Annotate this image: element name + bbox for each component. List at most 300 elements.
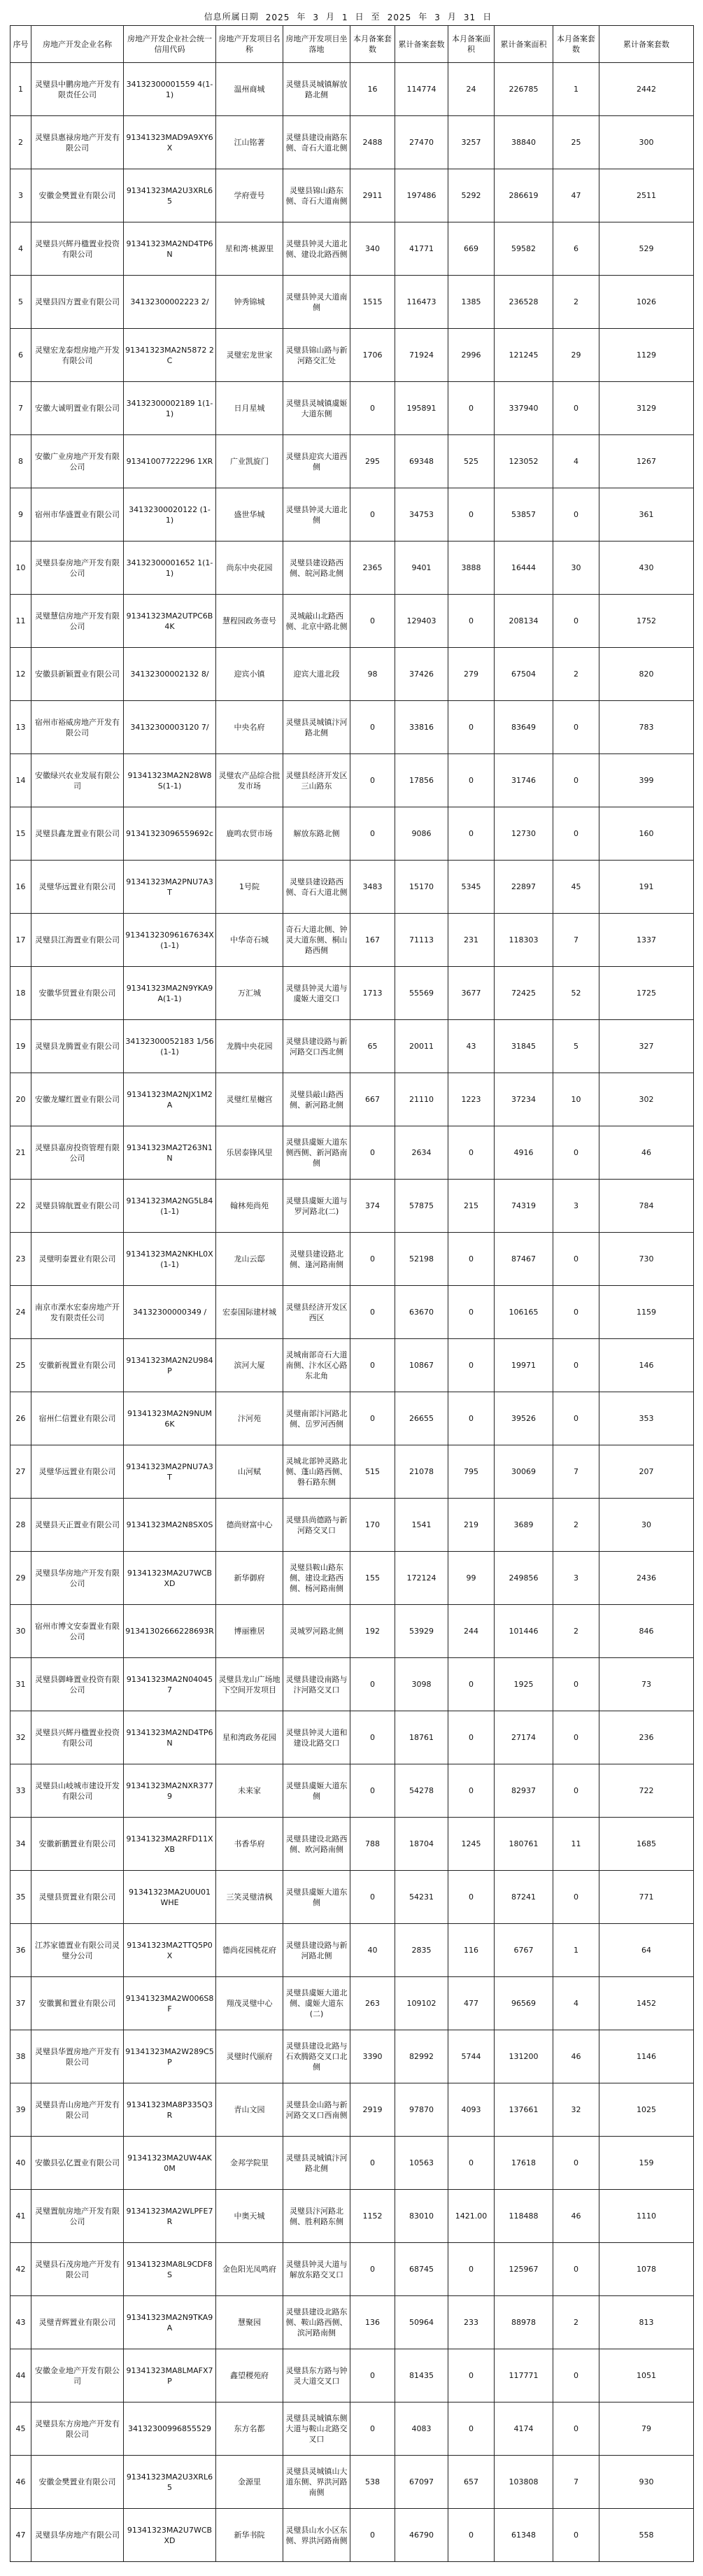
credit-code-cell: 91341323MA8P335Q3R bbox=[124, 2083, 216, 2137]
total-count-cell: 159 bbox=[599, 2137, 694, 2190]
total-units-cell: 83010 bbox=[395, 2190, 448, 2243]
total-units-cell: 81435 bbox=[395, 2349, 448, 2402]
header-project: 房地产开发项目名称 bbox=[216, 26, 283, 63]
total-units-cell: 71924 bbox=[395, 329, 448, 382]
total-count-cell: 1267 bbox=[599, 435, 694, 488]
project-location-cell: 灵璧县虞姬大道东侧西侧、新河路南侧 bbox=[283, 1126, 350, 1180]
project-location-cell: 灵璧县建设南路东侧、奇石大道北侧 bbox=[283, 116, 350, 169]
project-name-cell: 滨河大厦 bbox=[216, 1339, 283, 1392]
credit-code-cell: 91341323MA2PNU7A3T bbox=[124, 1445, 216, 1499]
month-units-cell: 1713 bbox=[350, 967, 395, 1020]
total-area-cell: 131200 bbox=[495, 2030, 553, 2083]
month-units-cell: 0 bbox=[350, 1871, 395, 1924]
period-start-month: 3 bbox=[313, 13, 319, 22]
table-row bbox=[10, 1764, 694, 1818]
month-units-cell: 2488 bbox=[350, 116, 395, 169]
project-name-cell: 温州商城 bbox=[216, 63, 283, 116]
header-month-units: 本月备案套数 bbox=[350, 26, 395, 63]
project-name-cell: 金源里 bbox=[216, 2456, 283, 2509]
month-area-cell: 99 bbox=[448, 1552, 495, 1605]
row-index-cell: 39 bbox=[10, 2083, 31, 2137]
total-units-cell: 1541 bbox=[395, 1499, 448, 1552]
credit-code-cell: 91341323MA2T263N1N bbox=[124, 1126, 216, 1180]
project-location-cell: 灵璧县建设南路与汴河路交叉口 bbox=[283, 1658, 350, 1711]
company-name-cell: 江苏家德置业有限公司灵璧分公司 bbox=[31, 1924, 124, 1977]
project-location-cell: 灵璧县迎宾大道西侧 bbox=[283, 435, 350, 488]
month-units-cell: 0 bbox=[350, 2509, 395, 2562]
credit-code-cell: 91341323MA2U7WCB XD bbox=[124, 2509, 216, 2562]
total-count-cell: 430 bbox=[599, 542, 694, 595]
month-area-cell: 43 bbox=[448, 1020, 495, 1073]
row-index-cell: 1 bbox=[10, 63, 31, 116]
month-count-cell: 3 bbox=[553, 1180, 599, 1233]
project-name-cell: 东方名都 bbox=[216, 2402, 283, 2456]
company-name-cell: 灵璧县泰房地产开发有限公司 bbox=[31, 542, 124, 595]
month-units-cell: 2911 bbox=[350, 169, 395, 222]
project-location-cell: 灵璧县灵城镇山大道东侧、界洪河路南侧 bbox=[283, 2456, 350, 2509]
month-units-cell: 136 bbox=[350, 2296, 395, 2349]
project-location-cell: 灵璧县灵城镇虞姬大道东侧 bbox=[283, 382, 350, 435]
month-count-cell: 10 bbox=[553, 1073, 599, 1126]
month-count-cell: 0 bbox=[553, 2349, 599, 2402]
company-name-cell: 灵璧县兴辉丹楹置业投资有限公司 bbox=[31, 1711, 124, 1764]
month-units-cell: 2365 bbox=[350, 542, 395, 595]
table-row bbox=[10, 542, 694, 595]
total-count-cell: 73 bbox=[599, 1658, 694, 1711]
project-location-cell: 灵璧县建设路西侧、皖河路北侧 bbox=[283, 542, 350, 595]
total-units-cell: 69348 bbox=[395, 435, 448, 488]
month-count-cell: 0 bbox=[553, 754, 599, 807]
company-name-cell: 灵璧县华房地产开发有限公司 bbox=[31, 1552, 124, 1605]
month-count-cell: 25 bbox=[553, 116, 599, 169]
project-location-cell: 灵璧县锦山路东侧、奇石大道南侧 bbox=[283, 169, 350, 222]
project-name-cell: 未来家 bbox=[216, 1764, 283, 1818]
row-index-cell: 46 bbox=[10, 2456, 31, 2509]
total-units-cell: 9086 bbox=[395, 807, 448, 861]
table-row bbox=[10, 63, 694, 116]
month-area-cell: 0 bbox=[448, 1233, 495, 1286]
total-area-cell: 96569 bbox=[495, 1977, 553, 2030]
month-area-cell: 2996 bbox=[448, 329, 495, 382]
table-row bbox=[10, 2083, 694, 2137]
total-count-cell: 30 bbox=[599, 1499, 694, 1552]
row-index-cell: 17 bbox=[10, 914, 31, 967]
project-name-cell: 星和湾政务花园 bbox=[216, 1711, 283, 1764]
month-area-cell: 279 bbox=[448, 648, 495, 701]
month-area-cell: 0 bbox=[448, 595, 495, 648]
row-index-cell: 16 bbox=[10, 861, 31, 914]
table-header-row bbox=[10, 26, 694, 63]
project-location-cell: 灵璧县虞姬大道北侧、虞姬大道东(二) bbox=[283, 1977, 350, 2030]
month-units-cell: 374 bbox=[350, 1180, 395, 1233]
credit-code-cell: 91341323MA2N9NUM6K bbox=[124, 1392, 216, 1445]
total-count-cell: 1685 bbox=[599, 1818, 694, 1871]
credit-code-cell: 91341323MA2U3XRL65 bbox=[124, 2456, 216, 2509]
month-area-cell: 0 bbox=[448, 2137, 495, 2190]
total-units-cell: 37426 bbox=[395, 648, 448, 701]
month-area-cell: 0 bbox=[448, 1711, 495, 1764]
row-index-cell: 14 bbox=[10, 754, 31, 807]
month-count-cell: 0 bbox=[553, 807, 599, 861]
period-end-year: 2025 bbox=[387, 13, 412, 22]
month-count-cell: 7 bbox=[553, 2456, 599, 2509]
month-area-cell: 219 bbox=[448, 1499, 495, 1552]
total-area-cell: 67504 bbox=[495, 648, 553, 701]
company-name-cell: 安徽华贸置业有限公司 bbox=[31, 967, 124, 1020]
total-count-cell: 302 bbox=[599, 1073, 694, 1126]
total-units-cell: 172124 bbox=[395, 1552, 448, 1605]
table-row bbox=[10, 807, 694, 861]
month-area-cell: 0 bbox=[448, 488, 495, 542]
total-units-cell: 9401 bbox=[395, 542, 448, 595]
total-area-cell: 103808 bbox=[495, 2456, 553, 2509]
total-area-cell: 118488 bbox=[495, 2190, 553, 2243]
table-row bbox=[10, 2402, 694, 2456]
total-count-cell: 1752 bbox=[599, 595, 694, 648]
company-name-cell: 灵璧县贾置业有限公司 bbox=[31, 1871, 124, 1924]
project-location-cell: 灵璧县建设路北侧、逢河路南侧 bbox=[283, 1233, 350, 1286]
credit-code-cell: 91341323MA2N5872 2C bbox=[124, 329, 216, 382]
month-units-cell: 538 bbox=[350, 2456, 395, 2509]
company-name-cell: 灵璧华远置业有限公司 bbox=[31, 1445, 124, 1499]
total-count-cell: 207 bbox=[599, 1445, 694, 1499]
row-index-cell: 8 bbox=[10, 435, 31, 488]
header-total-units: 累计备案套数 bbox=[395, 26, 448, 63]
credit-code-cell: 91341323096167634X(1-1) bbox=[124, 914, 216, 967]
project-location-cell: 灵璧县钟灵大道和建设北路交口 bbox=[283, 1711, 350, 1764]
company-name-cell: 灵璧县中鹏房地产开发有限责任公司 bbox=[31, 63, 124, 116]
company-name-cell: 宿州市华盛置业有限公司 bbox=[31, 488, 124, 542]
total-units-cell: 82992 bbox=[395, 2030, 448, 2083]
total-area-cell: 59582 bbox=[495, 222, 553, 276]
header-credit-code: 房地产开发企业社会统一信用代码 bbox=[124, 26, 216, 63]
total-area-cell: 82937 bbox=[495, 1764, 553, 1818]
month-units-cell: 0 bbox=[350, 595, 395, 648]
credit-code-cell: 91341323MA2NKHL0X(1-1) bbox=[124, 1233, 216, 1286]
month-units-cell: 0 bbox=[350, 1339, 395, 1392]
table-body bbox=[10, 63, 694, 2562]
total-count-cell: 722 bbox=[599, 1764, 694, 1818]
row-index-cell: 2 bbox=[10, 116, 31, 169]
total-count-cell: 1146 bbox=[599, 2030, 694, 2083]
table-row bbox=[10, 754, 694, 807]
total-units-cell: 20011 bbox=[395, 1020, 448, 1073]
total-count-cell: 1337 bbox=[599, 914, 694, 967]
row-index-cell: 44 bbox=[10, 2349, 31, 2402]
company-name-cell: 灵璧县华房地产有限公司 bbox=[31, 2509, 124, 2562]
project-name-cell: 宏泰国际建材城 bbox=[216, 1286, 283, 1339]
project-location-cell: 灵璧县锦山路与新河路交汇处 bbox=[283, 329, 350, 382]
month-units-cell: 0 bbox=[350, 754, 395, 807]
total-area-cell: 74319 bbox=[495, 1180, 553, 1233]
total-area-cell: 1925 bbox=[495, 1658, 553, 1711]
project-location-cell: 灵璧县建设北路与石欢腾路交叉口北侧 bbox=[283, 2030, 350, 2083]
period-ri2: 日 bbox=[483, 12, 492, 22]
project-location-cell: 奇石大道北侧、钟灵大道东侧、桐山路西侧 bbox=[283, 914, 350, 967]
credit-code-cell: 91341323MA8L9CDF8S bbox=[124, 2243, 216, 2296]
month-units-cell: 0 bbox=[350, 807, 395, 861]
month-units-cell: 0 bbox=[350, 701, 395, 754]
project-name-cell: 日月星城 bbox=[216, 382, 283, 435]
total-area-cell: 72425 bbox=[495, 967, 553, 1020]
project-location-cell: 灵璧县建设北路东侧、鞍山路西侧、滨河路南侧 bbox=[283, 2296, 350, 2349]
month-units-cell: 0 bbox=[350, 1233, 395, 1286]
total-count-cell: 820 bbox=[599, 648, 694, 701]
month-area-cell: 233 bbox=[448, 2296, 495, 2349]
project-name-cell: 钟秀锦城 bbox=[216, 276, 283, 329]
header-month-area: 本月备案面积 bbox=[448, 26, 495, 63]
company-name-cell: 灵璧县江海置业有限公司 bbox=[31, 914, 124, 967]
month-area-cell: 0 bbox=[448, 754, 495, 807]
header-total-area: 累计备案面积 bbox=[495, 26, 553, 63]
company-name-cell: 宿州市裕威房地产开发有限公司 bbox=[31, 701, 124, 754]
total-count-cell: 1110 bbox=[599, 2190, 694, 2243]
total-units-cell: 18761 bbox=[395, 1711, 448, 1764]
table-row bbox=[10, 1871, 694, 1924]
table-row bbox=[10, 1499, 694, 1552]
month-area-cell: 215 bbox=[448, 1180, 495, 1233]
month-count-cell: 4 bbox=[553, 435, 599, 488]
table-row bbox=[10, 861, 694, 914]
month-count-cell: 46 bbox=[553, 2190, 599, 2243]
total-count-cell: 300 bbox=[599, 116, 694, 169]
row-index-cell: 5 bbox=[10, 276, 31, 329]
credit-code-cell: 91341323MA2U0U01WHE bbox=[124, 1871, 216, 1924]
company-name-cell: 安徽金樊置业有限公司 bbox=[31, 2456, 124, 2509]
table-row bbox=[10, 435, 694, 488]
month-units-cell: 0 bbox=[350, 1286, 395, 1339]
total-count-cell: 160 bbox=[599, 807, 694, 861]
credit-code-cell: 91341302666228693R bbox=[124, 1605, 216, 1658]
company-name-cell: 灵璧县御峰置业投资有限公司 bbox=[31, 1658, 124, 1711]
project-name-cell: 学府壹号 bbox=[216, 169, 283, 222]
table-row bbox=[10, 1233, 694, 1286]
total-count-cell: 1078 bbox=[599, 2243, 694, 2296]
total-units-cell: 195891 bbox=[395, 382, 448, 435]
month-count-cell: 0 bbox=[553, 2509, 599, 2562]
table-row bbox=[10, 382, 694, 435]
table-row bbox=[10, 2030, 694, 2083]
total-count-cell: 1129 bbox=[599, 329, 694, 382]
total-units-cell: 26655 bbox=[395, 1392, 448, 1445]
row-index-cell: 6 bbox=[10, 329, 31, 382]
month-area-cell: 3257 bbox=[448, 116, 495, 169]
table-row bbox=[10, 1286, 694, 1339]
row-index-cell: 24 bbox=[10, 1286, 31, 1339]
month-area-cell: 0 bbox=[448, 1286, 495, 1339]
total-area-cell: 83649 bbox=[495, 701, 553, 754]
project-name-cell: 慧聚园 bbox=[216, 2296, 283, 2349]
credit-code-cell: 91341323MA2N040457 bbox=[124, 1658, 216, 1711]
company-name-cell: 灵璧县龙腾置业有限公司 bbox=[31, 1020, 124, 1073]
project-name-cell: 盛世华城 bbox=[216, 488, 283, 542]
company-name-cell: 灵璧县鑫龙置业有限公司 bbox=[31, 807, 124, 861]
row-index-cell: 28 bbox=[10, 1499, 31, 1552]
total-area-cell: 208134 bbox=[495, 595, 553, 648]
total-units-cell: 2634 bbox=[395, 1126, 448, 1180]
project-name-cell: 灵璧时代颐府 bbox=[216, 2030, 283, 2083]
total-area-cell: 236528 bbox=[495, 276, 553, 329]
month-area-cell: 24 bbox=[448, 63, 495, 116]
month-area-cell: 525 bbox=[448, 435, 495, 488]
month-area-cell: 0 bbox=[448, 1392, 495, 1445]
company-name-cell: 灵璧宏龙泰煜房地产开发有限公司 bbox=[31, 329, 124, 382]
month-units-cell: 667 bbox=[350, 1073, 395, 1126]
period-label: 信息所属日期 bbox=[204, 12, 259, 22]
company-name-cell: 灵璧县嘉房投资管理有限公司 bbox=[31, 1126, 124, 1180]
company-name-cell: 灵璧华远置业有限公司 bbox=[31, 861, 124, 914]
total-units-cell: 17856 bbox=[395, 754, 448, 807]
table-row bbox=[10, 488, 694, 542]
project-name-cell: 翔茂灵璧中心 bbox=[216, 1977, 283, 2030]
total-area-cell: 27174 bbox=[495, 1711, 553, 1764]
table-row bbox=[10, 1711, 694, 1764]
project-location-cell: 灵璧县钟灵大道南侧 bbox=[283, 276, 350, 329]
total-area-cell: 53857 bbox=[495, 488, 553, 542]
project-location-cell: 灵璧县灵城镇东侧大道与鞍山北路交叉口 bbox=[283, 2402, 350, 2456]
month-units-cell: 263 bbox=[350, 1977, 395, 2030]
total-count-cell: 46 bbox=[599, 1126, 694, 1180]
credit-code-cell: 34132300002189 1(1-1) bbox=[124, 382, 216, 435]
credit-code-cell: 91341323MA2WLPFE7R bbox=[124, 2190, 216, 2243]
project-location-cell: 灵璧县山水小区东侧、界洪河路南侧 bbox=[283, 2509, 350, 2562]
month-count-cell: 2 bbox=[553, 1499, 599, 1552]
company-name-cell: 宿州仁信置业有限公司 bbox=[31, 1392, 124, 1445]
project-location-cell: 灵璧县东方路与钟灵大道交叉口 bbox=[283, 2349, 350, 2402]
row-index-cell: 13 bbox=[10, 701, 31, 754]
total-count-cell: 1025 bbox=[599, 2083, 694, 2137]
credit-code-cell: 91341323MA2N9TKA9A bbox=[124, 2296, 216, 2349]
month-count-cell: 0 bbox=[553, 1658, 599, 1711]
month-area-cell: 657 bbox=[448, 2456, 495, 2509]
row-index-cell: 3 bbox=[10, 169, 31, 222]
month-count-cell: 1 bbox=[553, 63, 599, 116]
table-row bbox=[10, 648, 694, 701]
month-count-cell: 7 bbox=[553, 1445, 599, 1499]
project-name-cell: 星和湾·桃源里 bbox=[216, 222, 283, 276]
project-location-cell: 灵璧县建设北路西侧、欧河路南侧 bbox=[283, 1818, 350, 1871]
month-count-cell: 0 bbox=[553, 701, 599, 754]
total-count-cell: 1051 bbox=[599, 2349, 694, 2402]
month-count-cell: 52 bbox=[553, 967, 599, 1020]
project-location-cell: 迎宾大道北段 bbox=[283, 648, 350, 701]
total-area-cell: 31845 bbox=[495, 1020, 553, 1073]
total-units-cell: 57875 bbox=[395, 1180, 448, 1233]
table-row bbox=[10, 1658, 694, 1711]
company-name-cell: 灵璧置航房地产开发有限公司 bbox=[31, 2190, 124, 2243]
header-location: 房地产开发项目坐落地 bbox=[283, 26, 350, 63]
project-location-cell: 灵璧县钟灵大道与虞姬大道交口 bbox=[283, 967, 350, 1020]
company-name-cell: 安徽绿兴农业发展有限公司 bbox=[31, 754, 124, 807]
credit-code-cell: 91341323MA2U3XRL65 bbox=[124, 169, 216, 222]
month-area-cell: 244 bbox=[448, 1605, 495, 1658]
month-units-cell: 340 bbox=[350, 222, 395, 276]
table-row bbox=[10, 1126, 694, 1180]
total-units-cell: 68745 bbox=[395, 2243, 448, 2296]
month-area-cell: 477 bbox=[448, 1977, 495, 2030]
company-name-cell: 安徽翼和置业有限公司 bbox=[31, 1977, 124, 2030]
project-name-cell: 1号院 bbox=[216, 861, 283, 914]
month-units-cell: 167 bbox=[350, 914, 395, 967]
table-row bbox=[10, 1924, 694, 1977]
project-name-cell: 广业凯旋门 bbox=[216, 435, 283, 488]
project-name-cell: 三笑灵璧清枫 bbox=[216, 1871, 283, 1924]
row-index-cell: 40 bbox=[10, 2137, 31, 2190]
project-location-cell: 灵璧县虞姬大道与罗河路北(二) bbox=[283, 1180, 350, 1233]
credit-code-cell: 34132300001559 4(1-1) bbox=[124, 63, 216, 116]
month-count-cell: 4 bbox=[553, 1977, 599, 2030]
total-count-cell: 846 bbox=[599, 1605, 694, 1658]
total-area-cell: 249856 bbox=[495, 1552, 553, 1605]
total-count-cell: 784 bbox=[599, 1180, 694, 1233]
report-period bbox=[0, 0, 703, 22]
period-start-day: 1 bbox=[342, 13, 348, 22]
project-location-cell: 灵城南部奇石大道南侧、汴水区心路东北角 bbox=[283, 1339, 350, 1392]
row-index-cell: 11 bbox=[10, 595, 31, 648]
project-location-cell: 灵璧县钟灵大道北侧、建设北路西侧 bbox=[283, 222, 350, 276]
total-units-cell: 3098 bbox=[395, 1658, 448, 1711]
month-area-cell: 1245 bbox=[448, 1818, 495, 1871]
total-area-cell: 123052 bbox=[495, 435, 553, 488]
table-row bbox=[10, 116, 694, 169]
month-area-cell: 1385 bbox=[448, 276, 495, 329]
row-index-cell: 41 bbox=[10, 2190, 31, 2243]
month-area-cell: 669 bbox=[448, 222, 495, 276]
total-count-cell: 1725 bbox=[599, 967, 694, 1020]
credit-code-cell: 91341323MAD9A9XY6X bbox=[124, 116, 216, 169]
month-units-cell: 40 bbox=[350, 1924, 395, 1977]
total-count-cell: 2511 bbox=[599, 169, 694, 222]
total-area-cell: 125967 bbox=[495, 2243, 553, 2296]
table-row bbox=[10, 2243, 694, 2296]
row-index-cell: 19 bbox=[10, 1020, 31, 1073]
company-name-cell: 安徽新视置业有限公司 bbox=[31, 1339, 124, 1392]
total-units-cell: 10867 bbox=[395, 1339, 448, 1392]
company-name-cell: 南京市溧水宏泰房地产开发有限责任公司 bbox=[31, 1286, 124, 1339]
project-location-cell: 灵璧县钟灵大道北侧 bbox=[283, 488, 350, 542]
project-location-cell: 灵璧县建设路与新河路北侧 bbox=[283, 1924, 350, 1977]
row-index-cell: 21 bbox=[10, 1126, 31, 1180]
month-count-cell: 32 bbox=[553, 2083, 599, 2137]
total-count-cell: 529 bbox=[599, 222, 694, 276]
row-index-cell: 37 bbox=[10, 1977, 31, 2030]
total-area-cell: 4174 bbox=[495, 2402, 553, 2456]
month-area-cell: 3888 bbox=[448, 542, 495, 595]
company-name-cell: 灵璧慧信房地产开发有限公司 bbox=[31, 595, 124, 648]
total-units-cell: 34753 bbox=[395, 488, 448, 542]
company-name-cell: 灵璧县锦航置业有限公司 bbox=[31, 1180, 124, 1233]
total-count-cell: 930 bbox=[599, 2456, 694, 2509]
month-area-cell: 5744 bbox=[448, 2030, 495, 2083]
total-units-cell: 33816 bbox=[395, 701, 448, 754]
total-units-cell: 54278 bbox=[395, 1764, 448, 1818]
month-count-cell: 0 bbox=[553, 1392, 599, 1445]
month-units-cell: 1515 bbox=[350, 276, 395, 329]
credit-code-cell: 91341323MA2UTPC6B4K bbox=[124, 595, 216, 648]
month-area-cell: 0 bbox=[448, 1126, 495, 1180]
month-count-cell: 0 bbox=[553, 1871, 599, 1924]
month-count-cell: 1 bbox=[553, 1924, 599, 1977]
project-name-cell: 中央名府 bbox=[216, 701, 283, 754]
total-units-cell: 197486 bbox=[395, 169, 448, 222]
month-count-cell: 0 bbox=[553, 1286, 599, 1339]
month-area-cell: 116 bbox=[448, 1924, 495, 1977]
total-area-cell: 137661 bbox=[495, 2083, 553, 2137]
month-units-cell: 0 bbox=[350, 2402, 395, 2456]
total-count-cell: 327 bbox=[599, 1020, 694, 1073]
month-units-cell: 0 bbox=[350, 1658, 395, 1711]
table-row bbox=[10, 1073, 694, 1126]
